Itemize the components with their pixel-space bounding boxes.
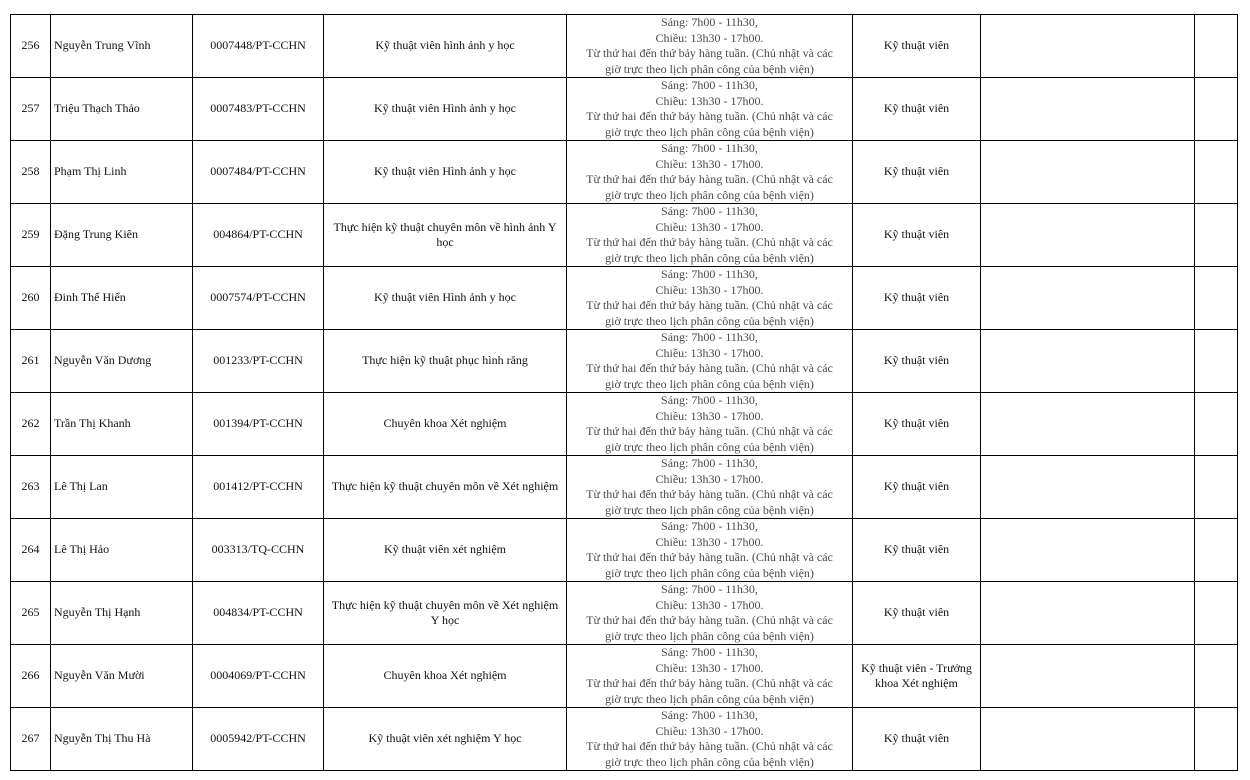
staff-name-cell: Nguyễn Thị Hạnh	[51, 582, 193, 645]
table-row	[11, 393, 1238, 456]
blank-cell	[1195, 456, 1238, 519]
certificate-number-cell: 0007574/PT-CCHN	[193, 267, 324, 330]
staff-name-cell: Triệu Thạch Thảo	[51, 78, 193, 141]
position-cell: Kỹ thuật viên	[853, 393, 981, 456]
schedule-line-weekdays: Từ thứ hai đến thứ bảy hàng tuần. (Chủ nhật và các	[586, 676, 833, 690]
schedule-line-morning: Sáng: 7h00 - 11h30,	[661, 393, 758, 407]
schedule-line-morning: Sáng: 7h00 - 11h30,	[661, 267, 758, 281]
staff-name-cell: Đặng Trung Kiên	[51, 204, 193, 267]
practice-scope-cell: Kỹ thuật viên Hình ảnh y học	[324, 267, 567, 330]
working-hours-cell	[567, 456, 853, 519]
blank-cell	[981, 267, 1195, 330]
blank-cell	[981, 456, 1195, 519]
schedule-line-afternoon: Chiều: 13h30 - 17h00.	[655, 345, 764, 360]
blank-cell	[1195, 519, 1238, 582]
position-cell: Kỹ thuật viên	[853, 519, 981, 582]
schedule-line-duty: giờ trực theo lịch phân công của bệnh viện)	[605, 439, 814, 454]
position-cell: Kỹ thuật viên	[853, 582, 981, 645]
schedule-line-weekdays: Từ thứ hai đến thứ bảy hàng tuần. (Chủ nhật và các	[586, 424, 833, 438]
working-hours-cell	[567, 519, 853, 582]
staff-table	[10, 14, 1238, 771]
schedule-line-morning: Sáng: 7h00 - 11h30,	[661, 708, 758, 722]
schedule-line-weekdays: Từ thứ hai đến thứ bảy hàng tuần. (Chủ nhật và các	[586, 235, 833, 249]
schedule-line-duty: giờ trực theo lịch phân công của bệnh viện)	[605, 754, 814, 769]
staff-name-cell: Trần Thị Khanh	[51, 393, 193, 456]
table-row	[11, 78, 1238, 141]
blank-cell	[981, 708, 1195, 771]
schedule-line-weekdays: Từ thứ hai đến thứ bảy hàng tuần. (Chủ nhật và các	[586, 361, 833, 375]
row-number-cell: 259	[11, 204, 51, 267]
practice-scope-cell: Thực hiện kỹ thuật phục hình răng	[324, 330, 567, 393]
table-row	[11, 204, 1238, 267]
schedule-line-weekdays: Từ thứ hai đến thứ bảy hàng tuần. (Chủ nhật và các	[586, 613, 833, 627]
schedule-line-afternoon: Chiều: 13h30 - 17h00.	[655, 282, 764, 297]
certificate-number-cell: 003313/TQ-CCHN	[193, 519, 324, 582]
position-cell: Kỹ thuật viên	[853, 15, 981, 78]
blank-cell	[1195, 393, 1238, 456]
row-number-cell: 260	[11, 267, 51, 330]
schedule-line-duty: giờ trực theo lịch phân công của bệnh viện)	[605, 691, 814, 706]
blank-cell	[981, 645, 1195, 708]
table-row	[11, 519, 1238, 582]
schedule-line-morning: Sáng: 7h00 - 11h30,	[661, 456, 758, 470]
schedule-line-duty: giờ trực theo lịch phân công của bệnh viện)	[605, 502, 814, 517]
working-hours-cell	[567, 330, 853, 393]
working-hours-cell	[567, 708, 853, 771]
blank-cell	[1195, 330, 1238, 393]
practice-scope-cell: Chuyên khoa Xét nghiệm	[324, 393, 567, 456]
blank-cell	[1195, 78, 1238, 141]
practice-scope-cell: Kỹ thuật viên Hình ảnh y học	[324, 141, 567, 204]
working-hours-cell	[567, 645, 853, 708]
schedule-line-weekdays: Từ thứ hai đến thứ bảy hàng tuần. (Chủ nhật và các	[586, 46, 833, 60]
position-cell: Kỹ thuật viên	[853, 78, 981, 141]
certificate-number-cell: 0007448/PT-CCHN	[193, 15, 324, 78]
table-row	[11, 15, 1238, 78]
row-number-cell: 256	[11, 15, 51, 78]
schedule-line-weekdays: Từ thứ hai đến thứ bảy hàng tuần. (Chủ nhật và các	[586, 298, 833, 312]
blank-cell	[981, 519, 1195, 582]
staff-name-cell: Đinh Thế Hiển	[51, 267, 193, 330]
working-hours-cell	[567, 204, 853, 267]
blank-cell	[981, 204, 1195, 267]
certificate-number-cell: 0005942/PT-CCHN	[193, 708, 324, 771]
position-cell: Kỹ thuật viên - Trưởng khoa Xét nghiệm	[853, 645, 981, 708]
staff-name-cell: Lê Thị Hảo	[51, 519, 193, 582]
schedule-line-afternoon: Chiều: 13h30 - 17h00.	[655, 723, 764, 738]
schedule-line-morning: Sáng: 7h00 - 11h30,	[661, 78, 758, 92]
certificate-number-cell: 001412/PT-CCHN	[193, 456, 324, 519]
row-number-cell: 262	[11, 393, 51, 456]
certificate-number-cell: 001394/PT-CCHN	[193, 393, 324, 456]
table-body	[11, 15, 1238, 771]
practice-scope-cell: Kỹ thuật viên hình ảnh y học	[324, 15, 567, 78]
blank-cell	[1195, 582, 1238, 645]
schedule-line-afternoon: Chiều: 13h30 - 17h00.	[655, 93, 764, 108]
practice-scope-cell: Thực hiện kỹ thuật chuyên môn về hình ảnh Y học	[324, 204, 567, 267]
row-number-cell: 257	[11, 78, 51, 141]
schedule-line-afternoon: Chiều: 13h30 - 17h00.	[655, 219, 764, 234]
working-hours-cell	[567, 78, 853, 141]
schedule-line-weekdays: Từ thứ hai đến thứ bảy hàng tuần. (Chủ nhật và các	[586, 172, 833, 186]
blank-cell	[981, 141, 1195, 204]
blank-cell	[981, 582, 1195, 645]
position-cell: Kỹ thuật viên	[853, 267, 981, 330]
position-cell: Kỹ thuật viên	[853, 456, 981, 519]
schedule-line-duty: giờ trực theo lịch phân công của bệnh viện)	[605, 250, 814, 265]
row-number-cell: 258	[11, 141, 51, 204]
schedule-line-morning: Sáng: 7h00 - 11h30,	[661, 645, 758, 659]
table-row	[11, 645, 1238, 708]
schedule-line-morning: Sáng: 7h00 - 11h30,	[661, 15, 758, 29]
schedule-line-morning: Sáng: 7h00 - 11h30,	[661, 141, 758, 155]
schedule-line-duty: giờ trực theo lịch phân công của bệnh viện)	[605, 124, 814, 139]
row-number-cell: 263	[11, 456, 51, 519]
schedule-line-afternoon: Chiều: 13h30 - 17h00.	[655, 471, 764, 486]
working-hours-cell	[567, 393, 853, 456]
schedule-line-morning: Sáng: 7h00 - 11h30,	[661, 204, 758, 218]
blank-cell	[1195, 645, 1238, 708]
staff-name-cell: Nguyễn Thị Thu Hà	[51, 708, 193, 771]
certificate-number-cell: 0007483/PT-CCHN	[193, 78, 324, 141]
practice-scope-cell: Thực hiện kỹ thuật chuyên môn về Xét nghiệm	[324, 456, 567, 519]
schedule-line-morning: Sáng: 7h00 - 11h30,	[661, 330, 758, 344]
certificate-number-cell: 0004069/PT-CCHN	[193, 645, 324, 708]
position-cell: Kỹ thuật viên	[853, 204, 981, 267]
position-cell: Kỹ thuật viên	[853, 330, 981, 393]
blank-cell	[981, 393, 1195, 456]
blank-cell	[1195, 141, 1238, 204]
certificate-number-cell: 004834/PT-CCHN	[193, 582, 324, 645]
schedule-line-weekdays: Từ thứ hai đến thứ bảy hàng tuần. (Chủ nhật và các	[586, 739, 833, 753]
schedule-line-duty: giờ trực theo lịch phân công của bệnh viện)	[605, 628, 814, 643]
position-cell: Kỹ thuật viên	[853, 141, 981, 204]
certificate-number-cell: 001233/PT-CCHN	[193, 330, 324, 393]
row-number-cell: 264	[11, 519, 51, 582]
practice-scope-cell: Chuyên khoa Xét nghiệm	[324, 645, 567, 708]
row-number-cell: 267	[11, 708, 51, 771]
table-row	[11, 456, 1238, 519]
schedule-line-duty: giờ trực theo lịch phân công của bệnh viện)	[605, 565, 814, 580]
blank-cell	[1195, 15, 1238, 78]
staff-name-cell: Nguyễn Văn Mười	[51, 645, 193, 708]
working-hours-cell	[567, 582, 853, 645]
schedule-line-duty: giờ trực theo lịch phân công của bệnh viện)	[605, 187, 814, 202]
schedule-line-duty: giờ trực theo lịch phân công của bệnh viện)	[605, 376, 814, 391]
staff-name-cell: Lê Thị Lan	[51, 456, 193, 519]
table-row	[11, 267, 1238, 330]
schedule-line-weekdays: Từ thứ hai đến thứ bảy hàng tuần. (Chủ nhật và các	[586, 109, 833, 123]
position-cell: Kỹ thuật viên	[853, 708, 981, 771]
practice-scope-cell: Kỹ thuật viên Hình ảnh y học	[324, 78, 567, 141]
practice-scope-cell: Kỹ thuật viên xét nghiệm Y học	[324, 708, 567, 771]
practice-scope-cell: Kỹ thuật viên xét nghiệm	[324, 519, 567, 582]
schedule-line-afternoon: Chiều: 13h30 - 17h00.	[655, 597, 764, 612]
blank-cell	[1195, 204, 1238, 267]
schedule-line-morning: Sáng: 7h00 - 11h30,	[661, 519, 758, 533]
schedule-line-duty: giờ trực theo lịch phân công của bệnh viện)	[605, 61, 814, 76]
schedule-line-afternoon: Chiều: 13h30 - 17h00.	[655, 30, 764, 45]
blank-cell	[981, 15, 1195, 78]
working-hours-cell	[567, 267, 853, 330]
table-row	[11, 141, 1238, 204]
schedule-line-weekdays: Từ thứ hai đến thứ bảy hàng tuần. (Chủ nhật và các	[586, 550, 833, 564]
working-hours-cell	[567, 15, 853, 78]
certificate-number-cell: 0007484/PT-CCHN	[193, 141, 324, 204]
table-row	[11, 330, 1238, 393]
staff-name-cell: Nguyễn Trung Vĩnh	[51, 15, 193, 78]
schedule-line-afternoon: Chiều: 13h30 - 17h00.	[655, 660, 764, 675]
schedule-line-weekdays: Từ thứ hai đến thứ bảy hàng tuần. (Chủ nhật và các	[586, 487, 833, 501]
row-number-cell: 266	[11, 645, 51, 708]
schedule-line-afternoon: Chiều: 13h30 - 17h00.	[655, 156, 764, 171]
blank-cell	[1195, 708, 1238, 771]
practice-scope-cell: Thực hiện kỹ thuật chuyên môn về Xét nghiệm Y học	[324, 582, 567, 645]
table-row	[11, 582, 1238, 645]
blank-cell	[1195, 267, 1238, 330]
blank-cell	[981, 78, 1195, 141]
row-number-cell: 265	[11, 582, 51, 645]
schedule-line-afternoon: Chiều: 13h30 - 17h00.	[655, 408, 764, 423]
working-hours-cell	[567, 141, 853, 204]
certificate-number-cell: 004864/PT-CCHN	[193, 204, 324, 267]
schedule-line-duty: giờ trực theo lịch phân công của bệnh viện)	[605, 313, 814, 328]
staff-name-cell: Nguyễn Văn Dương	[51, 330, 193, 393]
schedule-line-afternoon: Chiều: 13h30 - 17h00.	[655, 534, 764, 549]
blank-cell	[981, 330, 1195, 393]
table-row	[11, 708, 1238, 771]
staff-name-cell: Phạm Thị Linh	[51, 141, 193, 204]
row-number-cell: 261	[11, 330, 51, 393]
schedule-line-morning: Sáng: 7h00 - 11h30,	[661, 582, 758, 596]
